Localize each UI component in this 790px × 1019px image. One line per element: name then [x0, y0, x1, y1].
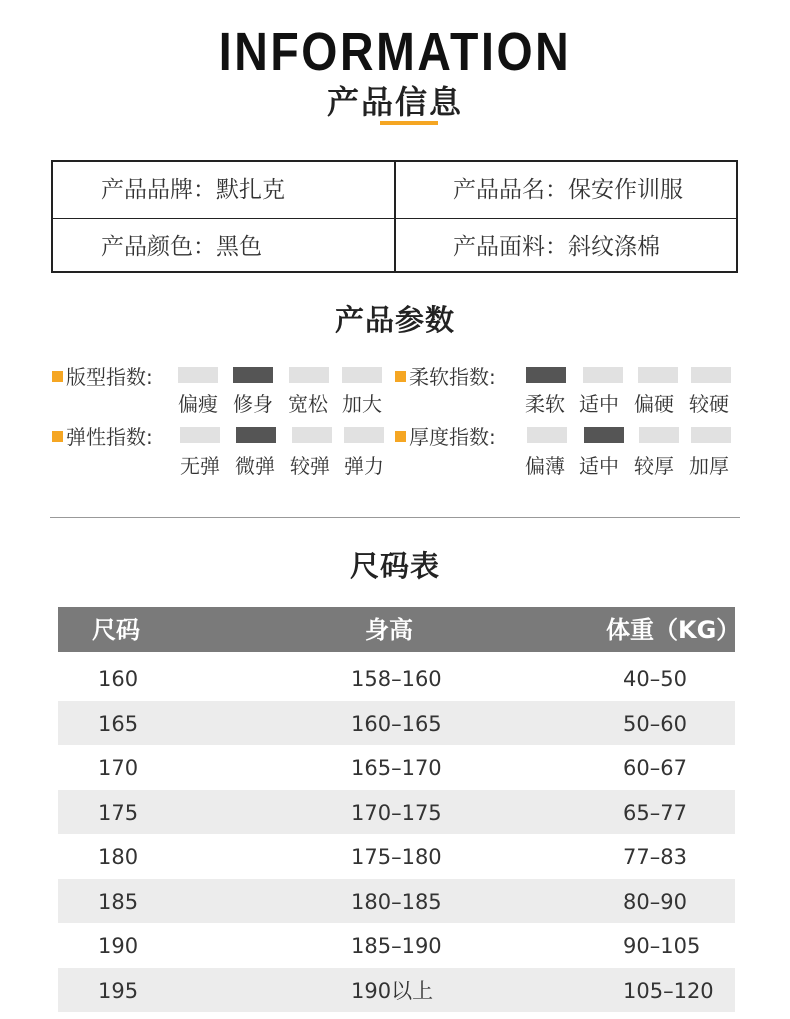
size-cell: 180	[98, 845, 139, 869]
product-brand: 产品品牌：默扎克	[101, 177, 285, 203]
height-cell: 175–180	[351, 845, 442, 869]
page-title-english: INFORMATION	[218, 22, 572, 82]
param-label	[52, 424, 153, 450]
level-swatch	[233, 367, 273, 383]
size-cell: 165	[98, 711, 139, 736]
weight-cell: 80–90	[623, 889, 687, 914]
weight-header-text: 体重（	[606, 616, 678, 644]
param-label	[52, 364, 153, 390]
level-option-label: 偏瘦	[178, 392, 218, 416]
level-swatch	[584, 427, 624, 443]
table-row	[58, 879, 735, 924]
table-row	[58, 923, 735, 968]
params-title: 产品参数	[334, 303, 455, 337]
bullet-icon	[52, 371, 63, 382]
weight-cell: 105–120	[623, 978, 714, 1003]
section-divider	[50, 517, 740, 518]
param-label-text: 弹性指数:	[66, 425, 153, 449]
size-cell: 170	[98, 756, 139, 780]
height-cell: 190以上	[351, 978, 434, 1003]
table-row	[58, 968, 735, 1013]
level-option-label: 较厚	[634, 454, 674, 478]
param-label-text: 版型指数:	[66, 365, 153, 389]
size-cell: 175	[98, 800, 139, 825]
level-swatch	[527, 427, 567, 443]
table-row	[58, 701, 735, 746]
table-row	[58, 745, 735, 790]
level-swatch	[691, 427, 731, 443]
height-cell: 158–160	[351, 667, 442, 691]
weight-cell: 40–50	[623, 667, 687, 691]
level-swatch	[289, 367, 329, 383]
param-label	[395, 364, 496, 390]
level-swatch	[236, 427, 276, 443]
table-row	[58, 656, 735, 701]
height-cell: 180–185	[351, 889, 442, 914]
column-header-height: 身高	[365, 616, 413, 644]
param-label	[395, 424, 496, 450]
level-swatch	[526, 367, 566, 383]
level-swatch	[178, 367, 218, 383]
param-label-text: 柔软指数:	[409, 365, 496, 389]
size-cell: 195	[98, 978, 139, 1003]
weight-cell: 50–60	[623, 711, 687, 736]
level-option-label: 适中	[579, 454, 619, 478]
level-option-label: 无弹	[180, 454, 220, 478]
weight-unit: KG	[678, 616, 717, 644]
column-header-weight	[606, 607, 740, 654]
level-option-label: 微弹	[235, 454, 275, 478]
height-cell: 170–175	[351, 800, 442, 825]
weight-cell: 77–83	[623, 845, 687, 869]
title-accent-bar	[380, 121, 438, 125]
bullet-icon	[395, 431, 406, 442]
size-cell: 160	[98, 667, 139, 691]
level-option-label: 宽松	[288, 392, 328, 416]
weight-cell: 90–105	[623, 934, 701, 958]
param-label-text: 厚度指数:	[409, 425, 496, 449]
level-option-label: 修身	[233, 392, 273, 416]
weight-cell: 60–67	[623, 756, 687, 780]
level-option-label: 偏硬	[634, 392, 674, 416]
size-cell: 190	[98, 934, 139, 958]
level-swatch	[639, 427, 679, 443]
info-row	[53, 218, 736, 275]
level-option-label: 加厚	[689, 454, 729, 478]
column-header-size: 尺码	[92, 616, 140, 644]
level-option-label: 较硬	[689, 392, 729, 416]
level-swatch	[638, 367, 678, 383]
product-fabric: 产品面料：斜纹涤棉	[453, 234, 660, 260]
level-option-label: 适中	[579, 392, 619, 416]
level-swatch	[292, 427, 332, 443]
info-row	[53, 162, 736, 218]
level-swatch	[180, 427, 220, 443]
product-info-table	[51, 160, 738, 273]
table-row	[58, 834, 735, 879]
height-cell: 160–165	[351, 711, 442, 736]
weight-header-close: ）	[716, 616, 741, 644]
weight-cell: 65–77	[623, 800, 687, 825]
level-swatch	[344, 427, 384, 443]
level-option-label: 较弹	[290, 454, 330, 478]
level-option-label: 弹力	[344, 454, 384, 478]
page-title-chinese: 产品信息	[326, 83, 463, 121]
bullet-icon	[52, 431, 63, 442]
level-swatch	[583, 367, 623, 383]
level-option-label: 加大	[342, 392, 382, 416]
level-option-label: 偏薄	[525, 454, 565, 478]
table-row	[58, 790, 735, 835]
size-cell: 185	[98, 889, 139, 914]
bullet-icon	[395, 371, 406, 382]
size-chart-title: 尺码表	[349, 549, 440, 583]
level-swatch	[691, 367, 731, 383]
height-cell: 165–170	[351, 756, 442, 780]
level-option-label: 柔软	[525, 392, 565, 416]
product-name: 产品品名：保安作训服	[453, 177, 683, 203]
level-swatch	[342, 367, 382, 383]
size-chart-header	[58, 607, 741, 652]
height-cell: 185–190	[351, 934, 442, 958]
product-color: 产品颜色：黑色	[101, 234, 262, 260]
